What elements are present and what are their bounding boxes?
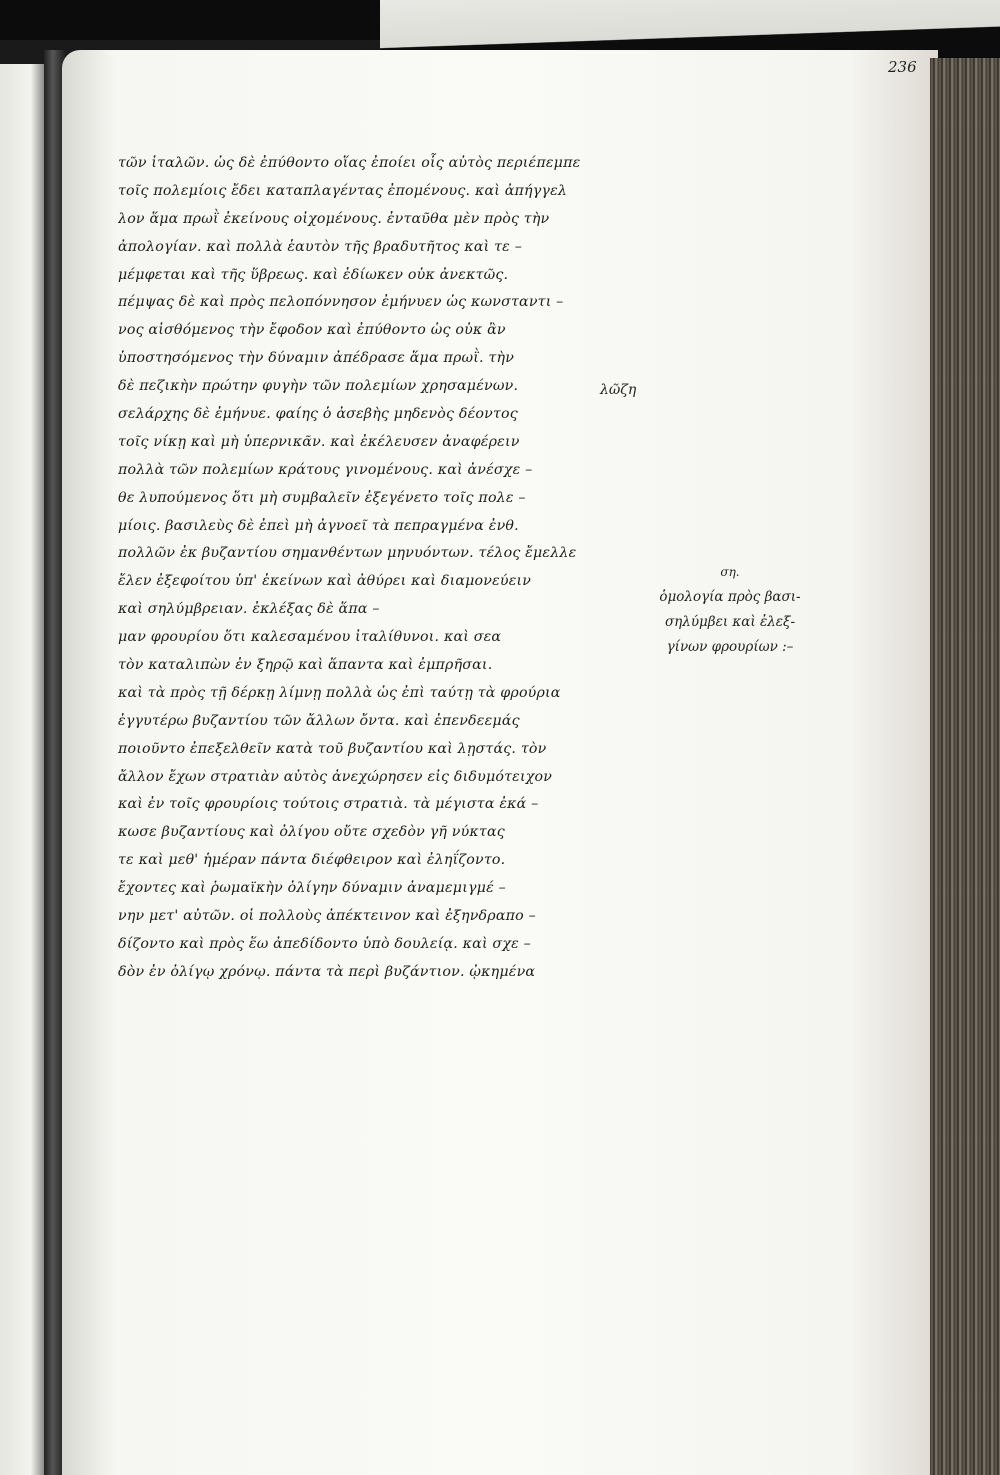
manuscript-line: θε λυπούμενος ὅτι μὴ συμβαλεῖν ἐξεγένετο τοῖς πολε – — [118, 489, 526, 506]
folio-number: 236 — [888, 58, 917, 76]
manuscript-line: δίζοντο καὶ πρὸς ἕω ἀπεδίδοντο ὑπὸ δουλείᾳ. καὶ σχε – — [118, 935, 531, 952]
gloss-line: γίνων φρουρίων :– — [666, 639, 794, 655]
manuscript-line: ἐγγυτέρω βυζαντίου τῶν ἄλλων ὄντα. καὶ ἐπενδεεμάς — [118, 712, 520, 729]
manuscript-line: λον ἅμα πρωῒ ἐκείνους οἰχομένους. ἐνταῦθα μὲν πρὸς τὴν — [118, 210, 550, 227]
manuscript-line: καὶ σηλύμβρειαν. ἐκλέξας δὲ ἅπα – — [118, 601, 380, 618]
manuscript-line: ἔχοντες καὶ ῥωμαϊκὴν ὀλίγην δύναμιν ἀναμεμιγμέ – — [118, 880, 506, 897]
gloss-line: ὁμολογία πρὸς βασι- — [659, 589, 801, 605]
manuscript-line: νην μετ' αὐτῶν. οἱ πολλοὺς ἀπέκτεινον καὶ ἐξηνδραπο – — [118, 908, 536, 925]
manuscript-line: ἄλλον ἔχων στρατιὰν αὐτὸς ἀνεχώρησεν εἰς διδυμότειχον — [118, 768, 553, 785]
margin-note: λῶζη — [600, 382, 637, 398]
marginal-gloss — [640, 560, 820, 660]
manuscript-text-block — [118, 150, 638, 987]
manuscript-line: ἔλεν ἐξεφοίτου ὑπ' ἐκείνων καὶ ἀθύρει καὶ διαμονεύειν — [118, 573, 532, 590]
left-page-edge — [0, 64, 44, 1475]
manuscript-line: πέμψας δὲ καὶ πρὸς πελοπόννησον ἐμήνυεν ὡς κωνσταντι – — [118, 294, 564, 311]
manuscript-line: κωσε βυζαντίους καὶ ὀλίγου οὔτε σχεδὸν γῆ νύκτας — [118, 824, 505, 841]
manuscript-line: τε καὶ μεθ' ἡμέραν πάντα διέφθειρον καὶ ἐληΐζοντο. — [118, 852, 506, 869]
manuscript-line: τοῖς πολεμίοις ἔδει καταπλαγέντας ἐπομένους. καὶ ἀπήγγελ — [118, 182, 568, 199]
manuscript-line: μαν φρουρίου ὅτι καλεσαμένου ἰταλίθυνοι. καὶ σεα — [118, 629, 502, 646]
manuscript-line: καὶ τὰ πρὸς τῇ δέρκῃ λίμνῃ πολλὰ ὡς ἐπὶ ταύτῃ τὰ φρούρια — [118, 684, 561, 701]
manuscript-line: τῶν ἰταλῶν. ὡς δὲ ἐπύθοντο οἵας ἐποίει οἷς αὐτὸς περιέπεμπε — [118, 155, 581, 171]
gloss-number: ση. — [720, 565, 740, 579]
manuscript-line: ἀπολογίαν. καὶ πολλὰ ἑαυτὸν τῆς βραδυτῆτος καὶ τε – — [118, 238, 522, 255]
page-stack-edge — [930, 58, 1000, 1475]
manuscript-line: δὲ πεζικὴν πρώτην φυγὴν τῶν πολεμίων χρησαμένων. — [118, 378, 519, 395]
manuscript-line: δὸν ἐν ὀλίγῳ χρόνῳ. πάντα τὰ περὶ βυζάντιον. ᾠκημένα — [118, 963, 536, 980]
manuscript-line: τὸν καταλιπὼν ἐν ξηρῷ καὶ ἅπαντα καὶ ἐμπρῆσαι. — [118, 657, 493, 674]
manuscript-line: πολλὰ τῶν πολεμίων κράτους γινομένους. καὶ ἀνέσχε – — [118, 461, 533, 478]
manuscript-line: μέμφεται καὶ τῆς ὕβρεως. καὶ ἐδίωκεν οὐκ ἀνεκτῶς. — [118, 266, 509, 283]
manuscript-line: ὑποστησόμενος τὴν δύναμιν ἀπέδρασε ἅμα πρωῒ. τὴν — [118, 350, 515, 367]
gloss-line: σηλύμβει καὶ ἐλεξ- — [664, 614, 796, 630]
manuscript-line: καὶ ἐν τοῖς φρουρίοις τούτοις στρατιὰ. τὰ μέγιστα ἐκά – — [118, 796, 539, 813]
manuscript-line: τοῖς νίκῃ καὶ μὴ ὑπερνικᾶν. καὶ ἐκέλευσεν ἀναφέρειν — [118, 433, 520, 450]
manuscript-line: σελάρχης δὲ ἐμήνυε. φαίης ὁ ἀσεβὴς μηδενὸς δέοντος — [118, 406, 518, 423]
manuscript-line: νος αἰσθόμενος τὴν ἔφοδον καὶ ἐπύθοντο ὡς οὐκ ἂν — [118, 322, 506, 339]
manuscript-line: μίοις. βασιλεὺς δὲ ἐπεὶ μὴ ἀγνοεῖ τὰ πεπραγμένα ἐνθ. — [118, 517, 519, 534]
manuscript-line: ποιοῦντο ἐπεξελθεῖν κατὰ τοῦ βυζαντίου καὶ λῃστάς. τὸν — [118, 740, 547, 757]
manuscript-line: πολλῶν ἐκ βυζαντίου σημανθέντων μηνυόντων. τέλος ἔμελλε — [118, 545, 577, 562]
